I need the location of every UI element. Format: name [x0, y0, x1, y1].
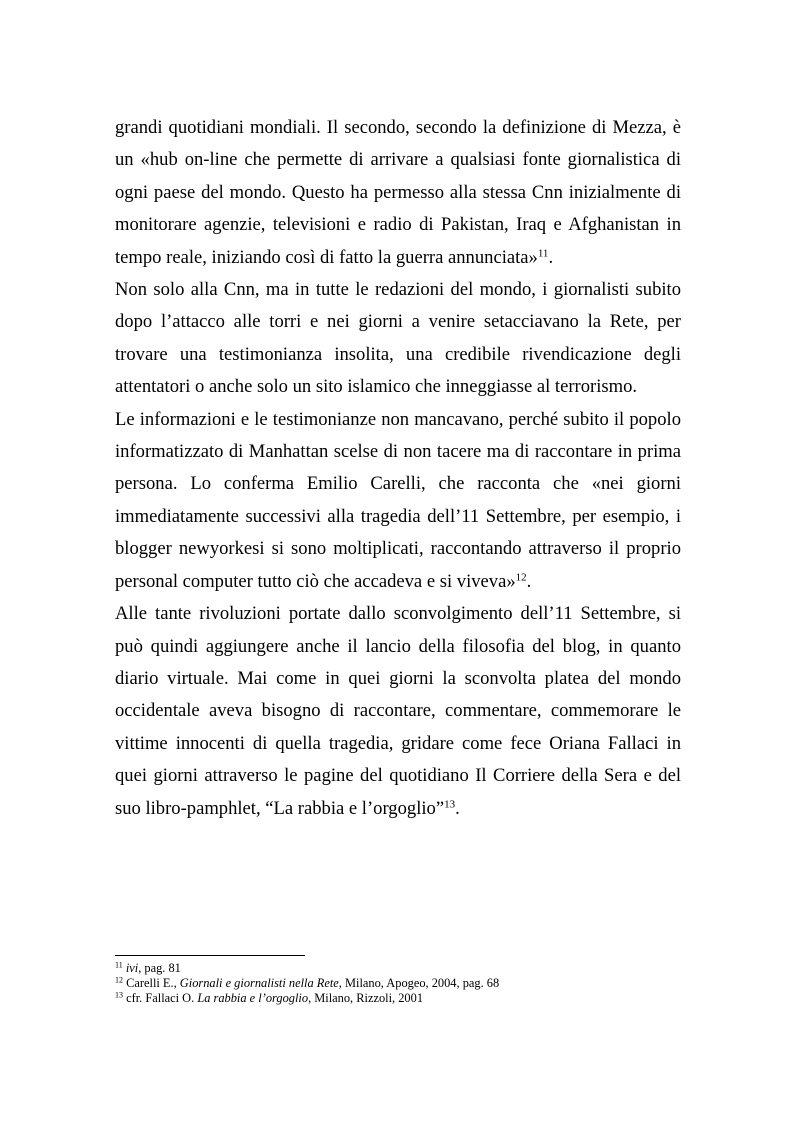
- footnote: [115, 991, 715, 1006]
- footnote-text: Carelli E.,: [126, 976, 180, 990]
- footnote-reference: 12: [515, 571, 527, 584]
- paragraph-text: Le informazioni e le testimonianze non mancavano, perché subito il popolo informatizzato di Manhattan scelse di non tacere ma di raccontare in prima persona. Lo conferma Emilio Carelli, che racconta che «nei giorni immediatamente successivi alla tragedia dell’11 Settembre, per esempio, i blogger newyorkesi si sono moltiplicati, raccontando attraverso il proprio personal computer tutto ciò che accadeva e si viveva»: [115, 408, 681, 592]
- footnote-number: 12: [115, 975, 123, 985]
- footnote-separator: [115, 955, 305, 956]
- body-text: [115, 112, 681, 825]
- paragraph-text: Alle tante rivoluzioni portate dallo sconvolgimento dell’11 Settembre, si può quindi aggiungere anche il lancio della filosofia del blog, in quanto diario virtuale. Mai come in quei giorni la sconvolta platea del mondo occidentale aveva bisogno di raccontare, commentare, commemorare le vittime innocenti di quella tragedia, gridare come fece Oriana Fallaci in quei giorni attraverso le pagine del quotidiano Il Corriere della Sera e del suo libro-pamphlet, “La rabbia e l’orgoglio”: [115, 603, 681, 819]
- footnote-number: 11: [115, 960, 123, 970]
- footnote-text: , pag. 81: [138, 961, 181, 975]
- footnote-text: ivi: [125, 961, 139, 975]
- paragraph-text: .: [526, 570, 532, 592]
- footnote-title: La rabbia e l’orgoglio: [197, 991, 309, 1005]
- paragraph-text: .: [548, 246, 554, 268]
- paragraph-text: .: [455, 797, 460, 819]
- footnote: [115, 961, 715, 976]
- paragraph: [115, 598, 681, 825]
- paragraph: [115, 274, 681, 404]
- paragraph-text: grandi quotidiani mondiali. Il secondo, secondo la definizione di Mezza, è un «hub on-line che permette di arrivare a qualsiasi fonte giornalistica di ogni paese del mondo. Questo ha permesso alla stessa Cnn inizialmente di monitorare agenzie, televisioni e radio di Pakistan, Iraq e Afghanistan in tempo reale, iniziando così di fatto la guerra annunciata»: [115, 117, 681, 268]
- paragraph-text: Non solo alla Cnn, ma in tutte le redazioni del mondo, i giornalisti subito dopo l’attacco alle torri e nei giorni a venire setacciavano la Rete, per trovare una testimonianza insolita, una credibile rivendicazione degli attentatori o anche solo un sito islamico che inneggiasse al terrorismo.: [115, 279, 681, 398]
- footnote-reference: 13: [444, 797, 456, 810]
- footnote-text: , Milano, Rizzoli, 2001: [308, 991, 424, 1005]
- footnote-reference: 11: [537, 247, 549, 260]
- footnote-title: Giornali e giornalisti nella Rete: [179, 976, 339, 990]
- footnote-text: cfr. Fallaci O.: [126, 991, 198, 1005]
- footnote-text: , Milano, Apogeo, 2004, pag. 68: [338, 976, 500, 990]
- footnotes: [115, 961, 715, 1006]
- paragraph: [115, 404, 681, 598]
- footnote-number: 13: [115, 990, 123, 1000]
- paragraph: [115, 112, 681, 274]
- footnote: [115, 976, 715, 991]
